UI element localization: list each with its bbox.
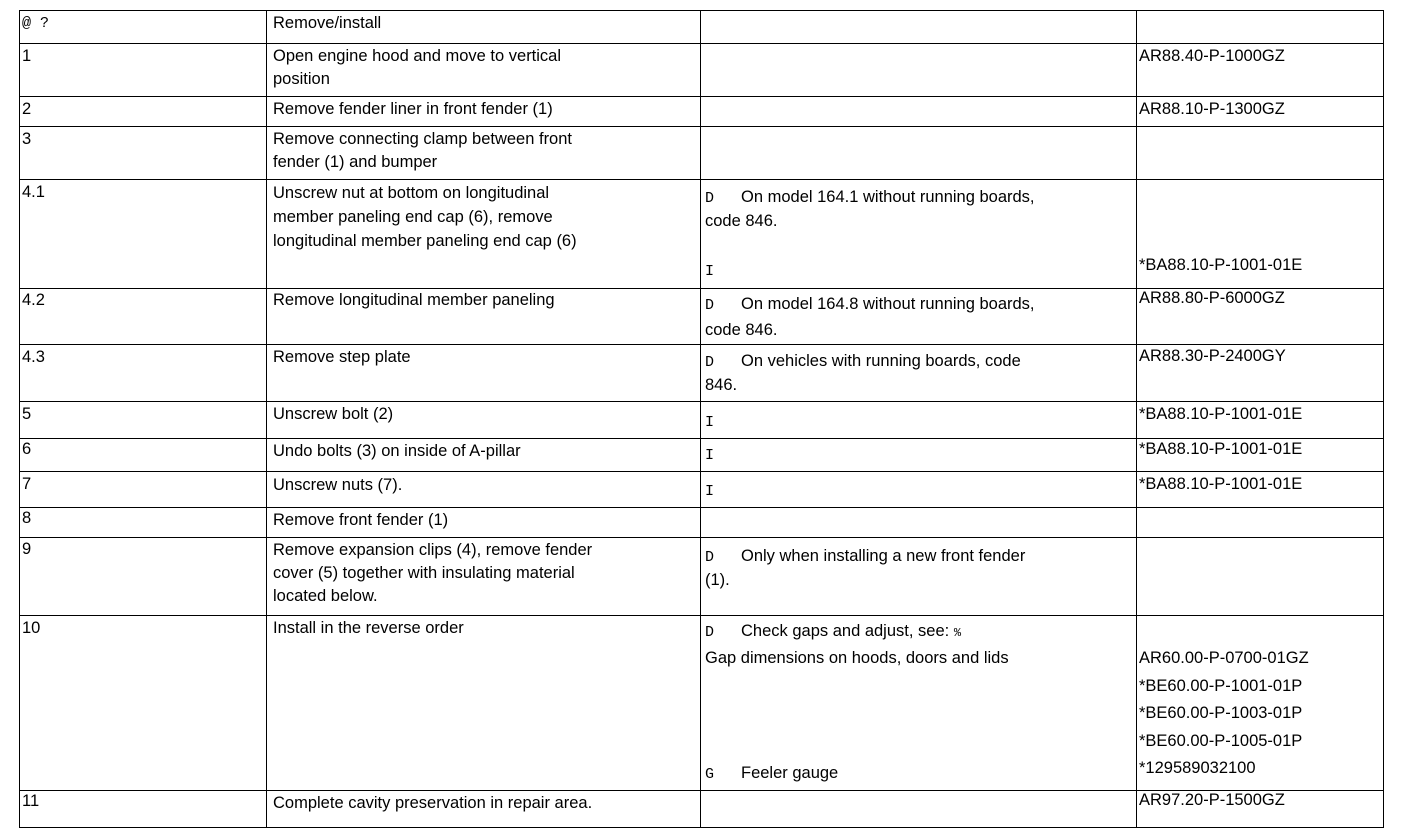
note-symbol: D	[705, 624, 715, 641]
header-symbols: @ ?	[22, 15, 50, 32]
grid-line	[19, 179, 1384, 180]
note-symbol: D	[705, 354, 715, 371]
grid-line	[266, 10, 267, 828]
note-data: D Only when installing a new front fender (1).	[705, 547, 1026, 589]
step-action: Unscrew nut at bottom on longitudinal member paneling end cap (6), remove longitudinal member paneling end cap (6)	[273, 184, 577, 250]
step-number: 8	[22, 509, 32, 527]
step-action: Remove front fender (1)	[273, 511, 449, 529]
grid-line	[19, 401, 1384, 402]
info-symbol: I	[705, 263, 715, 280]
reference-doc: AR97.20-P-1500GZ	[1139, 791, 1285, 809]
reference-list	[1139, 645, 1309, 783]
reference-doc: *BA88.10-P-1001-01E	[1139, 256, 1303, 274]
reference-doc: AR88.80-P-6000GZ	[1139, 289, 1285, 307]
grid-line	[19, 43, 1384, 44]
reference-doc: *BA88.10-P-1001-01E	[1139, 475, 1303, 493]
grid-line	[700, 10, 701, 828]
grid-line	[19, 126, 1384, 127]
note-symbol: D	[705, 297, 715, 314]
grid-line	[1136, 10, 1137, 828]
note-data: D Check gaps and adjust, see: %	[705, 620, 961, 645]
note-symbol: D	[705, 549, 715, 566]
step-number: 7	[22, 475, 32, 493]
step-action: Remove fender liner in front fender (1)	[273, 100, 553, 118]
grid-line	[1383, 10, 1384, 828]
step-number: 6	[22, 440, 32, 458]
tool-symbol: G	[705, 766, 715, 783]
step-action: Unscrew bolt (2)	[273, 405, 394, 423]
reference-doc: AR88.40-P-1000GZ	[1139, 47, 1285, 65]
step-action: Undo bolts (3) on inside of A-pillar	[273, 442, 521, 460]
info-symbol: I	[705, 483, 715, 500]
step-number: 4.3	[22, 348, 45, 366]
reference-doc: AR60.00-P-0700-01GZ	[1139, 649, 1309, 667]
step-action: Remove expansion clips (4), remove fender cover (5) together with insulating material located below.	[273, 541, 593, 605]
note-data: D On model 164.8 without running boards, code 846.	[705, 295, 1035, 339]
step-number: 10	[22, 619, 41, 637]
step-action: Install in the reverse order	[273, 619, 464, 637]
reference-doc: *BE60.00-P-1005-01P	[1139, 731, 1303, 750]
grid-line	[19, 10, 20, 828]
step-action: Remove connecting clamp between front fender (1) and bumper	[273, 130, 572, 171]
reference-doc: AR88.30-P-2400GY	[1139, 347, 1286, 365]
link-icon: %	[953, 626, 962, 640]
step-action: Remove longitudinal member paneling	[273, 291, 555, 309]
grid-line	[19, 507, 1384, 508]
grid-line	[19, 615, 1384, 616]
step-number: 9	[22, 540, 32, 558]
note-symbol: D	[705, 190, 715, 207]
grid-line	[19, 96, 1384, 97]
reference-doc: *BE60.00-P-1001-01P	[1139, 676, 1303, 695]
reference-doc: *129589032100	[1139, 759, 1256, 777]
step-number: 4.2	[22, 291, 45, 309]
grid-line	[19, 537, 1384, 538]
step-action: Remove step plate	[273, 348, 411, 366]
grid-line	[19, 827, 1384, 828]
reference-doc: *BA88.10-P-1001-01E	[1139, 440, 1303, 458]
tool-data: G Feeler gauge	[705, 762, 838, 786]
reference-doc: AR88.10-P-1300GZ	[1139, 100, 1285, 118]
grid-line	[19, 10, 1384, 11]
header-title: Remove/install	[273, 14, 382, 32]
reference-doc: *BE60.00-P-1003-01P	[1139, 704, 1303, 722]
step-number: 5	[22, 405, 32, 423]
reference-doc: *BA88.10-P-1001-01E	[1139, 405, 1303, 423]
step-number: 11	[22, 792, 40, 810]
step-action: Complete cavity preservation in repair area.	[273, 794, 593, 812]
step-number: 1	[22, 47, 32, 65]
note-data: D On model 164.1 without running boards, code 846.	[705, 188, 1035, 230]
info-symbol: I	[705, 447, 715, 464]
step-number: 3	[22, 130, 32, 148]
step-number: 2	[22, 100, 32, 118]
info-symbol: I	[705, 414, 715, 431]
step-number: 4.1	[22, 183, 45, 201]
step-action: Open engine hood and move to vertical position	[273, 47, 562, 88]
note-data: D On vehicles with running boards, code 846.	[705, 352, 1021, 394]
grid-line	[19, 471, 1384, 472]
note-link-text: Gap dimensions on hoods, doors and lids	[705, 649, 1009, 667]
procedure-table	[19, 10, 1384, 828]
step-action: Unscrew nuts (7).	[273, 476, 403, 494]
